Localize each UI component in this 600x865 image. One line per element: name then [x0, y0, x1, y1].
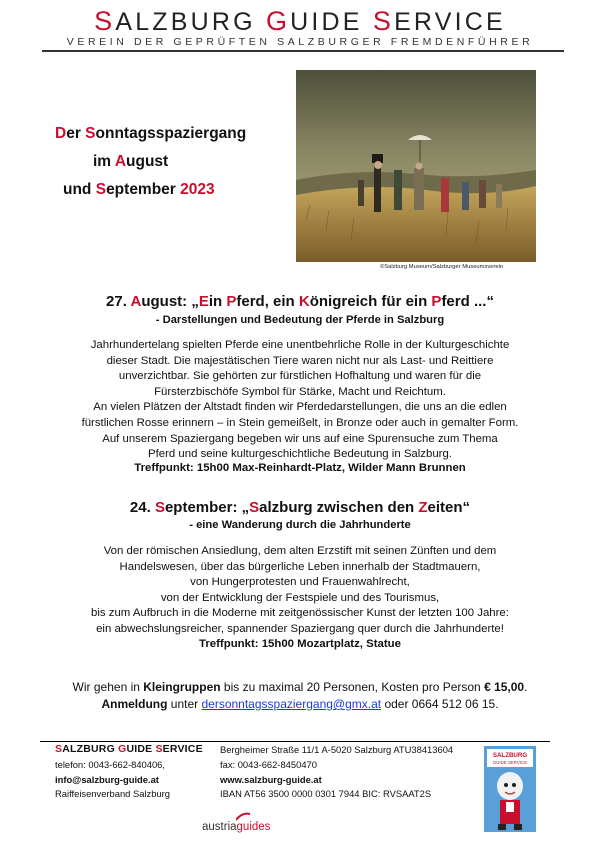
info-price: € 15,00 — [484, 680, 525, 694]
red-initial: S — [372, 6, 395, 36]
paragraph-line: fürstlichen Rosse erinnern – in Stein gemeißelt, in Bronze oder auch in gemalter Form. — [81, 416, 519, 429]
text-part: eptember — [106, 181, 181, 198]
red-initial: A — [114, 153, 127, 170]
red-initial: S — [55, 743, 63, 755]
intro-line-3 — [63, 176, 255, 204]
mozart-mascot-logo — [484, 746, 536, 832]
text-part: onntagsspaziergang — [95, 125, 247, 142]
text-part: ugust: „ — [141, 293, 199, 310]
red-initial: S — [95, 181, 107, 198]
event1-subheading: - Darstellungen und Bedeutung der Pferde in Salzburg — [155, 314, 445, 326]
footer-email-link[interactable]: info@salzburg-guide.at — [55, 774, 159, 785]
org-subtitle: VEREIN DER GEPRÜFTEN SALZBURGER FREMDENFÜHRER — [66, 36, 534, 48]
paragraph-line: unverzichtbar. Sie gehörten zur fürstlichen Hofhaltung und waren für die — [118, 370, 482, 383]
red-initial: 2023 — [180, 181, 215, 198]
red-initial: G — [118, 743, 127, 755]
registration-info — [0, 697, 600, 711]
red-initial: S — [249, 499, 260, 516]
text-part: 24. — [129, 499, 155, 516]
footer-divider — [40, 741, 550, 742]
event2-meeting-point: Treffpunkt: 15h00 Mozartplatz, Statue — [199, 638, 401, 650]
text-part: in — [208, 293, 227, 310]
paragraph-line: bis zum Aufbruch in die Moderne mit zeitgenössischer Kunst der letzten 100 Jahre: — [91, 607, 509, 620]
group-info — [0, 680, 600, 694]
footer-phone: telefon: 0043-662-840406, — [55, 759, 165, 770]
text-part: ALZBURG — [115, 8, 266, 36]
footer-bank: Raiffeisenverband Salzburg — [55, 788, 171, 799]
paragraph-line: An vielen Plätzen der Altstadt finden wir Pferdedarstellungen, die uns an die edlen — [93, 401, 507, 414]
red-initial: S — [154, 499, 165, 516]
text-part: 27. — [106, 293, 131, 310]
text-part: und — [63, 181, 96, 198]
red-initial: A — [130, 293, 142, 310]
paragraph-line: ein abwechslungsreicher, spannender Spaziergang quer durch die Jahrhunderte! — [96, 622, 504, 635]
paragraph-line: Jahrhundertelang spielten Pferde eine unentbehrliche Rolle in der Kulturgeschichte — [90, 339, 510, 351]
red-initial: P — [226, 293, 237, 310]
image-credit: ©Salzburg Museum/Salzburger Museumsverein — [380, 264, 504, 270]
logo-guides-text: guides — [236, 821, 271, 833]
text-part: er — [66, 125, 86, 142]
intro-title — [55, 120, 255, 204]
text-part: eptember: „ — [164, 499, 250, 516]
red-initial: D — [55, 125, 67, 142]
painting-image — [296, 70, 536, 262]
text-part: ERVICE — [162, 743, 203, 755]
red-initial: S — [94, 6, 116, 36]
paragraph-line: Pferd und seine kulturgeschichtliche Bedeutung in Salzburg. — [148, 448, 452, 461]
text-part: ferd ...“ — [441, 293, 494, 310]
text-part: önigreich für ein — [309, 293, 432, 310]
paragraph-line: dieser Stadt. Die majestätischen Tiere waren nicht nur als Last- und Reittiere — [106, 354, 494, 367]
event2-description — [40, 544, 560, 638]
event1-description — [40, 338, 560, 463]
info-text-2: bis zu maximal 20 Personen, Kosten pro Person — [220, 680, 485, 694]
text-part: UIDE — [126, 743, 156, 755]
intro-line-2 — [93, 148, 255, 176]
mascot-subtitle: GUIDE SERVICE — [492, 760, 528, 765]
info-text-3: . — [524, 680, 528, 694]
registration-email-link[interactable]: dersonntagsspaziergang@gmx.at — [201, 697, 382, 711]
registration-label: Anmeldung — [101, 697, 168, 711]
red-initial: K — [298, 293, 310, 310]
event2-subheading: - eine Wanderung durch die Jahrhunderte — [189, 519, 411, 531]
paragraph-line: Handelswesen, über das bürgerliche Leben innerhalb der Stadtmauern, — [119, 560, 481, 573]
header-divider — [42, 50, 564, 52]
red-initial: S — [85, 125, 96, 142]
austriaguides-swoosh-icon — [236, 812, 250, 821]
footer-iban: IBAN AT56 3500 0000 0301 7944 BIC: RVSAAT2S — [220, 788, 432, 799]
event1-heading — [0, 293, 600, 310]
paragraph-line: Auf unserem Spaziergang begeben wir uns auf eine Spurensuche zum Thema — [102, 432, 498, 445]
mascot-title: SALZBURG — [492, 752, 528, 759]
org-title — [0, 6, 600, 37]
red-initial: P — [431, 293, 442, 310]
footer-address: Bergheimer Straße 11/1 A-5020 Salzburg ATU38413604 — [220, 744, 454, 755]
text-part: ugust — [126, 153, 169, 170]
registration-text: unter — [167, 697, 202, 711]
text-part: alzburg zwischen den — [259, 499, 419, 516]
text-part: eiten“ — [427, 499, 471, 516]
text-part: ferd, ein — [236, 293, 299, 310]
info-groups: Kleingruppen — [143, 680, 221, 694]
austriaguides-logo — [202, 821, 270, 833]
paragraph-line: Von der römischen Ansiedlung, dem alten Erzstift mit seinen Zünften und dem — [103, 545, 497, 557]
event2-heading — [0, 499, 600, 516]
red-initial: Z — [418, 499, 428, 516]
footer-web-link[interactable]: www.salzburg-guide.at — [220, 774, 322, 785]
paragraph-line: von der Entwicklung der Festspiele und des Tourismus, — [160, 591, 440, 604]
paragraph-line: von Hungerprotesten und Frauenwahlrecht, — [190, 576, 410, 589]
paragraph-line: Fürsterzbischöfe Symbol für Stärke, Macht und Reichtum. — [154, 385, 446, 398]
footer-org-name — [55, 743, 203, 755]
red-initial: G — [265, 6, 291, 36]
info-text: Wir gehen in — [72, 680, 144, 694]
text-part: im — [93, 153, 115, 170]
intro-line-1 — [55, 120, 255, 148]
event1-meeting-point: Treffpunkt: 15h00 Max-Reinhardt-Platz, Wilder Mann Brunnen — [134, 462, 466, 474]
logo-austria-text: austria — [202, 821, 237, 833]
text-part: UIDE — [290, 8, 373, 36]
text-part: ALZBURG — [62, 743, 119, 755]
registration-phone: oder 0664 512 06 15. — [381, 697, 499, 711]
footer-fax: fax: 0043-662-8450470 — [220, 759, 317, 770]
red-initial: E — [198, 293, 209, 310]
red-initial: S — [155, 743, 163, 755]
text-part: ERVICE — [394, 8, 506, 36]
